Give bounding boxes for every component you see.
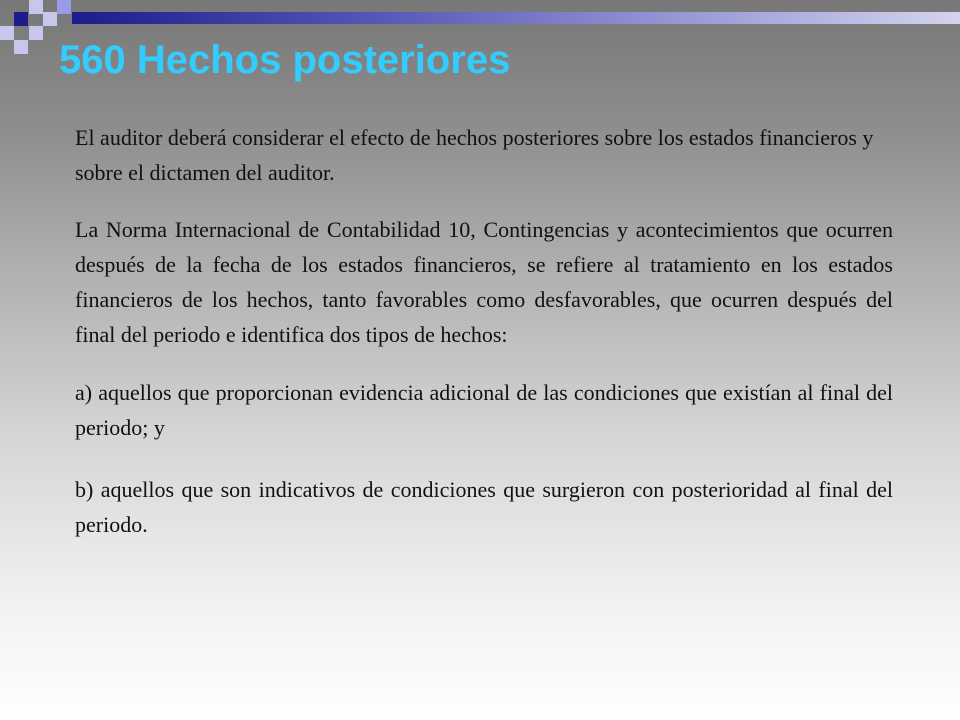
decorative-square bbox=[43, 12, 57, 26]
paragraph-item-b: b) aquellos que son indicativos de condiciones que surgieron con posterioridad al final del periodo. bbox=[75, 477, 893, 537]
paragraph-intro: El auditor deberá considerar el efecto de hechos posteriores sobre los estados financieros y sobre el dictamen del auditor. bbox=[75, 125, 874, 185]
decorative-square bbox=[14, 12, 28, 26]
slide-body bbox=[75, 120, 893, 542]
decorative-square bbox=[29, 0, 43, 14]
decorative-square bbox=[14, 40, 28, 54]
decorative-square bbox=[29, 26, 43, 40]
decorative-square bbox=[57, 0, 71, 14]
paragraph-item-a: a) aquellos que proporcionan evidencia adicional de las condiciones que existían al final del periodo; y bbox=[75, 380, 893, 440]
header-bar bbox=[72, 12, 960, 24]
paragraph-norm: La Norma Internacional de Contabilidad 10, Contingencias y acontecimientos que ocurren después de la fecha de los estados financieros, se refiere al tratamiento en los estados financieros de los hechos, tanto favorables como desfavorables, que ocurren después del final del periodo e identifica dos tipos de hechos: bbox=[75, 217, 893, 347]
slide-title: 560 Hechos posteriores bbox=[59, 38, 511, 82]
decorative-square bbox=[0, 26, 14, 40]
